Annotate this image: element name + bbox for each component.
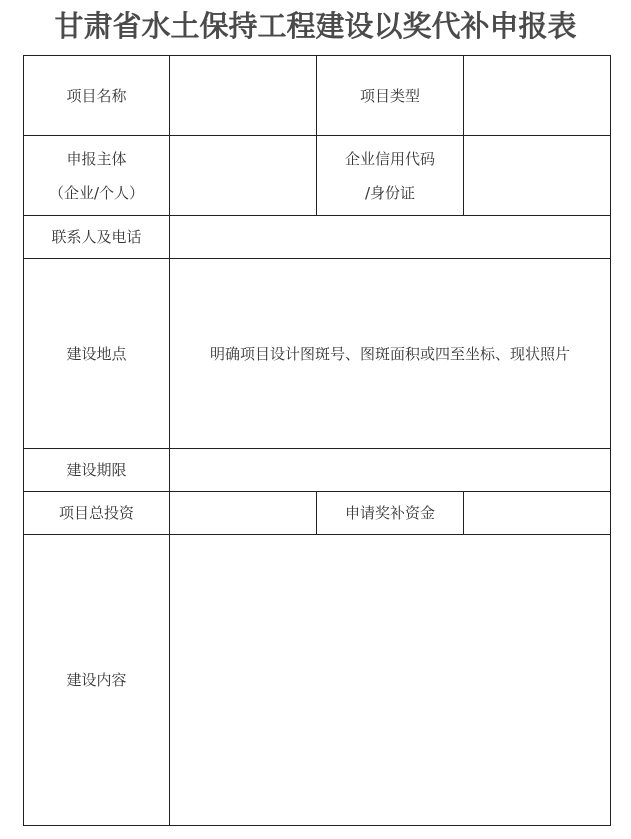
row-investment: [24, 492, 611, 535]
application-form-table: [23, 55, 611, 826]
project-type-label: 项目类型: [317, 56, 464, 136]
row-applicant: [24, 136, 611, 216]
applicant-field[interactable]: [170, 136, 317, 216]
contact-field[interactable]: [170, 216, 611, 259]
credit-code-label-line2: /身份证: [364, 183, 416, 202]
location-field[interactable]: 明确项目设计图斑号、图斑面积或四至坐标、现状照片: [170, 259, 611, 449]
project-name-label: 项目名称: [24, 56, 170, 136]
location-label: 建设地点: [24, 259, 170, 449]
period-field[interactable]: [170, 449, 611, 492]
credit-code-label-line1: 企业信用代码: [344, 149, 435, 168]
total-investment-label: 项目总投资: [24, 492, 170, 535]
applicant-label: [24, 136, 170, 216]
applicant-label-line2: （企业/个人）: [48, 183, 145, 202]
form-title: 甘肃省水土保持工程建设以奖代补申报表: [54, 9, 577, 43]
project-name-field[interactable]: [170, 56, 317, 136]
content-label: 建设内容: [24, 535, 170, 826]
row-project-name: [24, 56, 611, 136]
content-field[interactable]: [170, 535, 611, 826]
credit-code-label: [317, 136, 464, 216]
row-location: [24, 259, 611, 449]
contact-label: 联系人及电话: [24, 216, 170, 259]
project-type-field[interactable]: [464, 56, 611, 136]
credit-code-field[interactable]: [464, 136, 611, 216]
subsidy-request-field[interactable]: [464, 492, 611, 535]
row-contact: [24, 216, 611, 259]
period-label: 建设期限: [24, 449, 170, 492]
applicant-label-line1: 申报主体: [66, 149, 127, 168]
row-content: [24, 535, 611, 826]
row-period: [24, 449, 611, 492]
total-investment-field[interactable]: [170, 492, 317, 535]
subsidy-request-label: 申请奖补资金: [317, 492, 464, 535]
